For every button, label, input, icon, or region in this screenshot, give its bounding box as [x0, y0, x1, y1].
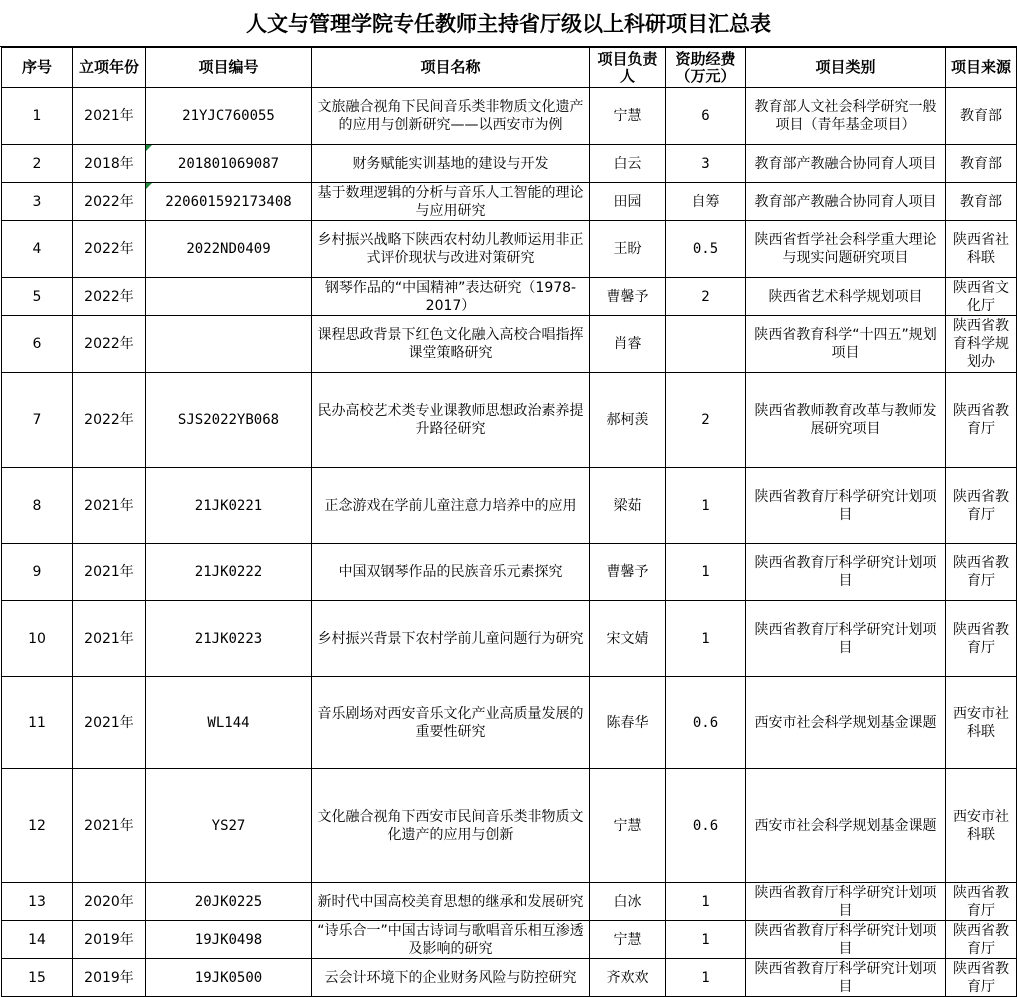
cell-fund[interactable]	[666, 278, 746, 316]
cell-source-text: 陕西省教育厅	[953, 884, 1009, 919]
cell-seq[interactable]	[2, 316, 73, 373]
cell-name-text: 乡村振兴战略下陕西农村幼儿教师运用非正式评价现状与改进对策研究	[317, 232, 584, 266]
cell-seq[interactable]	[2, 468, 73, 544]
cell-fund-text: 3	[701, 155, 710, 172]
cell-seq[interactable]	[2, 959, 73, 997]
cell-category[interactable]	[746, 769, 946, 883]
cell-fund[interactable]	[666, 183, 746, 221]
cell-leader-text: 白冰	[613, 893, 642, 910]
cell-year[interactable]	[73, 959, 146, 997]
cell-category[interactable]	[746, 145, 946, 183]
cell-category[interactable]	[746, 278, 946, 316]
comment-indicator-icon	[146, 145, 152, 151]
cell-code-text: 2022ND0409	[186, 241, 271, 257]
table-row	[2, 601, 1017, 677]
cell-fund[interactable]	[666, 769, 746, 883]
cell-name-text: “诗乐合一”中国古诗词与歌唱音乐相互渗透及影响的研究	[317, 922, 584, 957]
cell-category[interactable]	[746, 883, 946, 921]
cell-seq-text: 8	[32, 497, 42, 514]
cell-year[interactable]	[73, 221, 146, 278]
cell-category-text: 陕西省教育厅科学研究计划项目	[754, 621, 937, 656]
cell-fund-text: 1	[701, 969, 710, 986]
cell-category-text: 陕西省教育厅科学研究计划项目	[754, 922, 937, 957]
cell-seq-text: 6	[32, 336, 42, 352]
cell-fund[interactable]	[666, 544, 746, 601]
cell-source[interactable]	[946, 544, 1017, 601]
cell-leader[interactable]	[590, 316, 666, 373]
cell-source[interactable]	[946, 88, 1017, 145]
cell-source[interactable]	[946, 278, 1017, 316]
cell-code[interactable]	[146, 221, 312, 278]
cell-fund-text: 1	[701, 931, 710, 948]
cell-year-text: 2021年	[84, 817, 134, 834]
cell-source[interactable]	[946, 677, 1017, 769]
cell-fund-text: 0.6	[692, 714, 719, 731]
cell-leader[interactable]	[590, 769, 666, 883]
cell-leader[interactable]	[590, 468, 666, 544]
cell-seq[interactable]	[2, 183, 73, 221]
cell-code[interactable]	[146, 373, 312, 468]
header-row	[2, 48, 1017, 88]
cell-name[interactable]	[312, 601, 590, 677]
cell-year[interactable]	[73, 145, 146, 183]
cell-name-text: 文旅融合视角下民间音乐类非物质文化遗产的应用与创新研究——以西安市为例	[317, 99, 584, 133]
cell-seq[interactable]	[2, 278, 73, 316]
cell-name[interactable]	[312, 373, 590, 468]
header-leader: 项目负责人	[590, 48, 666, 88]
cell-source-text: 陕西省教育厅	[953, 555, 1009, 589]
cell-source-text: 西安市社科联	[953, 705, 1009, 740]
cell-name-text: 乡村振兴背景下农村学前儿童问题行为研究	[317, 630, 584, 647]
cell-category-text: 陕西省教育厅科学研究计划项目	[754, 488, 937, 523]
cell-seq-text: 7	[32, 412, 42, 428]
cell-code[interactable]	[146, 183, 312, 221]
header-year: 立项年份	[73, 48, 146, 88]
table-row	[2, 316, 1017, 373]
table-row	[2, 959, 1017, 997]
cell-code-text: 21YJC760055	[182, 108, 275, 124]
cell-leader-text: 宁慧	[613, 817, 642, 834]
cell-source[interactable]	[946, 221, 1017, 278]
cell-source[interactable]	[946, 883, 1017, 921]
cell-name-text: 民办高校艺术类专业课教师思想政治素养提升路径研究	[317, 403, 584, 437]
cell-source-text: 教育部	[960, 155, 1002, 172]
cell-source-text: 教育部	[960, 193, 1002, 210]
cell-fund-text: 2	[701, 288, 710, 305]
cell-category-text: 西安市社会科学规划基金课题	[754, 817, 937, 834]
cell-name-text: 钢琴作品的“中国精神”表达研究（1978-2017）	[324, 279, 577, 314]
cell-category-text: 教育部产教融合协同育人项目	[754, 155, 937, 172]
table-row	[2, 677, 1017, 769]
cell-category-text: 西安市社会科学规划基金课题	[754, 714, 937, 731]
cell-name-text: 中国双钢琴作品的民族音乐元素探究	[338, 564, 563, 580]
cell-fund[interactable]	[666, 959, 746, 997]
cell-leader[interactable]	[590, 88, 666, 145]
cell-name[interactable]	[312, 883, 590, 921]
cell-source-text: 西安市社科联	[953, 808, 1009, 843]
header-category: 项目类别	[746, 48, 946, 88]
cell-leader-text: 齐欢欢	[606, 969, 649, 986]
cell-leader-text: 白云	[613, 155, 642, 172]
cell-year-text: 2022年	[84, 241, 134, 257]
cell-category-text: 陕西省艺术科学规划项目	[768, 288, 923, 305]
cell-code[interactable]	[146, 921, 312, 959]
cell-fund-text: 2	[701, 412, 710, 428]
cell-code-text: 20JK0225	[194, 893, 263, 910]
cell-fund[interactable]	[666, 883, 746, 921]
cell-leader[interactable]	[590, 677, 666, 769]
cell-source[interactable]	[946, 316, 1017, 373]
cell-seq-text: 1	[32, 108, 42, 124]
cell-year-text: 2022年	[84, 412, 134, 428]
cell-code[interactable]	[146, 316, 312, 373]
cell-year-text: 2019年	[84, 969, 134, 986]
cell-seq-text: 11	[28, 714, 46, 731]
cell-category[interactable]	[746, 921, 946, 959]
cell-leader[interactable]	[590, 145, 666, 183]
cell-leader[interactable]	[590, 373, 666, 468]
cell-source[interactable]	[946, 959, 1017, 997]
cell-source[interactable]	[946, 468, 1017, 544]
cell-seq-text: 12	[28, 817, 46, 834]
cell-year[interactable]	[73, 316, 146, 373]
cell-leader[interactable]	[590, 601, 666, 677]
cell-fund-text: 0.5	[692, 241, 719, 257]
cell-code[interactable]	[146, 468, 312, 544]
cell-name[interactable]	[312, 544, 590, 601]
table-row	[2, 183, 1017, 221]
cell-fund-text: 0.6	[692, 817, 719, 834]
cell-year[interactable]	[73, 883, 146, 921]
cell-name[interactable]	[312, 959, 590, 997]
cell-seq[interactable]	[2, 677, 73, 769]
cell-leader-text: 王盼	[613, 241, 642, 257]
cell-name[interactable]	[312, 183, 590, 221]
cell-name[interactable]	[312, 677, 590, 769]
table-body	[2, 88, 1017, 997]
cell-code-text: 21JK0223	[194, 630, 263, 647]
cell-category[interactable]	[746, 316, 946, 373]
cell-leader[interactable]	[590, 921, 666, 959]
cell-leader-text: 梁茹	[613, 497, 642, 514]
cell-source[interactable]	[946, 601, 1017, 677]
cell-seq[interactable]	[2, 544, 73, 601]
cell-code-text: SJS2022YB068	[177, 412, 280, 428]
cell-fund-text: 1	[701, 630, 710, 647]
header-source: 项目来源	[946, 48, 1017, 88]
cell-name[interactable]	[312, 88, 590, 145]
cell-year[interactable]	[73, 544, 146, 601]
cell-source[interactable]	[946, 921, 1017, 959]
cell-leader[interactable]	[590, 278, 666, 316]
cell-code-text: YS27	[211, 817, 246, 834]
cell-leader-text: 宁慧	[613, 931, 642, 948]
cell-source[interactable]	[946, 145, 1017, 183]
cell-name[interactable]	[312, 316, 590, 373]
cell-leader[interactable]	[590, 544, 666, 601]
cell-category-text: 陕西省教育厅科学研究计划项目	[754, 555, 937, 589]
cell-name[interactable]	[312, 145, 590, 183]
cell-code[interactable]	[146, 544, 312, 601]
cell-year-text: 2022年	[84, 193, 134, 210]
cell-name-text: 正念游戏在学前儿童注意力培养中的应用	[324, 497, 577, 514]
cell-fund[interactable]	[666, 601, 746, 677]
cell-code[interactable]	[146, 145, 312, 183]
cell-year-text: 2022年	[84, 288, 134, 305]
cell-fund[interactable]	[666, 921, 746, 959]
cell-seq-text: 3	[32, 193, 42, 210]
cell-code[interactable]	[146, 959, 312, 997]
table-row	[2, 221, 1017, 278]
cell-year-text: 2021年	[84, 497, 134, 514]
cell-year-text: 2018年	[84, 155, 134, 172]
cell-leader-text: 曹馨予	[606, 288, 649, 305]
header-fund: 资助经费（万元）	[666, 48, 746, 88]
cell-name-text: 云会计环境下的企业财务风险与防控研究	[324, 969, 577, 986]
cell-year[interactable]	[73, 921, 146, 959]
table-row	[2, 88, 1017, 145]
cell-seq[interactable]	[2, 145, 73, 183]
cell-category[interactable]	[746, 88, 946, 145]
cell-leader-text: 宋文婧	[606, 630, 649, 647]
cell-year-text: 2021年	[84, 630, 134, 647]
table-row	[2, 883, 1017, 921]
cell-seq[interactable]	[2, 921, 73, 959]
cell-source-text: 陕西省教育厅	[953, 621, 1009, 656]
cell-year-text: 2021年	[84, 714, 134, 731]
cell-code[interactable]	[146, 601, 312, 677]
cell-fund-text: 自筹	[691, 193, 720, 210]
cell-seq[interactable]	[2, 373, 73, 468]
cell-fund[interactable]	[666, 88, 746, 145]
cell-code[interactable]	[146, 278, 312, 316]
table-row	[2, 278, 1017, 316]
cell-fund[interactable]	[666, 468, 746, 544]
cell-name[interactable]	[312, 921, 590, 959]
cell-code[interactable]	[146, 883, 312, 921]
cell-leader-text: 宁慧	[613, 108, 642, 124]
cell-code[interactable]	[146, 677, 312, 769]
cell-fund[interactable]	[666, 316, 746, 373]
cell-seq[interactable]	[2, 883, 73, 921]
cell-category-text: 教育部产教融合协同育人项目	[754, 193, 937, 210]
cell-leader-text: 田园	[613, 193, 642, 210]
cell-source-text: 陕西省教育科学规划办	[953, 318, 1009, 370]
cell-seq[interactable]	[2, 221, 73, 278]
table-row	[2, 373, 1017, 468]
cell-name-text: 新时代中国高校美育思想的继承和发展研究	[317, 893, 584, 910]
cell-name[interactable]	[312, 278, 590, 316]
cell-category-text: 陕西省哲学社会科学重大理论与现实问题研究项目	[754, 232, 937, 266]
cell-source-text: 陕西省教育厅	[953, 403, 1009, 437]
cell-seq-text: 13	[28, 893, 46, 910]
cell-year-text: 2021年	[84, 108, 134, 124]
cell-leader[interactable]	[590, 883, 666, 921]
cell-source-text: 陕西省社科联	[953, 232, 1009, 266]
cell-source-text: 陕西省教育厅	[953, 922, 1009, 957]
cell-leader[interactable]	[590, 959, 666, 997]
cell-leader-text: 郝柯羡	[606, 412, 649, 428]
header-seq: 序号	[2, 48, 73, 88]
cell-year[interactable]	[73, 677, 146, 769]
cell-leader[interactable]	[590, 221, 666, 278]
cell-fund-text: 1	[701, 497, 710, 514]
project-table	[1, 47, 1017, 997]
cell-year[interactable]	[73, 373, 146, 468]
cell-seq-text: 4	[32, 241, 42, 257]
cell-leader-text: 陈春华	[606, 714, 649, 731]
cell-name[interactable]	[312, 468, 590, 544]
cell-category-text: 教育部人文社会科学研究一般项目（青年基金项目）	[754, 99, 937, 133]
cell-fund-text: 1	[701, 893, 710, 910]
cell-year-text: 2021年	[84, 564, 134, 580]
cell-code-text: 19JK0500	[194, 969, 263, 986]
cell-seq[interactable]	[2, 769, 73, 883]
table-row	[2, 769, 1017, 883]
cell-seq[interactable]	[2, 601, 73, 677]
cell-leader-text: 肖睿	[613, 336, 642, 352]
cell-fund[interactable]	[666, 677, 746, 769]
cell-fund-text: 1	[701, 564, 710, 580]
cell-seq-text: 2	[32, 155, 42, 172]
header-name: 项目名称	[312, 48, 590, 88]
cell-seq-text: 10	[28, 630, 46, 647]
cell-code-text: WL144	[207, 714, 250, 731]
cell-name[interactable]	[312, 769, 590, 883]
cell-leader[interactable]	[590, 183, 666, 221]
cell-source-text: 教育部	[960, 108, 1002, 124]
header-code: 项目编号	[146, 48, 312, 88]
cell-name-text: 财务赋能实训基地的建设与开发	[352, 155, 549, 172]
cell-fund[interactable]	[666, 145, 746, 183]
cell-seq[interactable]	[2, 88, 73, 145]
table-row	[2, 145, 1017, 183]
cell-source-text: 陕西省文化厅	[953, 279, 1009, 314]
cell-code[interactable]	[146, 88, 312, 145]
cell-year-text: 2019年	[84, 931, 134, 948]
cell-source[interactable]	[946, 373, 1017, 468]
cell-category[interactable]	[746, 601, 946, 677]
cell-code-text: 19JK0498	[194, 931, 263, 948]
cell-name-text: 音乐剧场对西安音乐文化产业高质量发展的重要性研究	[317, 705, 584, 740]
table-row	[2, 544, 1017, 601]
cell-code[interactable]	[146, 769, 312, 883]
cell-seq-text: 5	[32, 288, 42, 305]
cell-source[interactable]	[946, 769, 1017, 883]
cell-seq-text: 15	[28, 969, 46, 986]
cell-code-text: 201801069087	[177, 155, 280, 172]
cell-year-text: 2020年	[84, 893, 134, 910]
table-row	[2, 921, 1017, 959]
cell-source[interactable]	[946, 183, 1017, 221]
cell-name[interactable]	[312, 221, 590, 278]
table-row	[2, 468, 1017, 544]
comment-indicator-icon	[146, 183, 152, 189]
cell-category[interactable]	[746, 183, 946, 221]
cell-category[interactable]	[746, 677, 946, 769]
cell-year[interactable]	[73, 183, 146, 221]
cell-year[interactable]	[73, 601, 146, 677]
cell-category-text: 陕西省教师教育改革与教师发展研究项目	[754, 403, 937, 437]
cell-source-text: 陕西省教育厅	[953, 960, 1009, 995]
cell-name-text: 基于数理逻辑的分析与音乐人工智能的理论与应用研究	[317, 184, 584, 219]
cell-name-text: 文化融合视角下西安市民间音乐类非物质文化遗产的应用与创新	[317, 808, 584, 843]
cell-source-text: 陕西省教育厅	[953, 488, 1009, 523]
cell-name-text: 课程思政背景下红色文化融入高校合唱指挥课堂策略研究	[317, 327, 584, 361]
cell-code-text: 21JK0222	[194, 564, 263, 580]
cell-year[interactable]	[73, 278, 146, 316]
cell-category[interactable]	[746, 221, 946, 278]
cell-category[interactable]	[746, 544, 946, 601]
cell-category[interactable]	[746, 468, 946, 544]
sheet-title: 人文与管理学院专任教师主持省厅级以上科研项目汇总表	[0, 0, 1017, 47]
cell-seq-text: 14	[28, 931, 46, 948]
cell-category[interactable]	[746, 959, 946, 997]
cell-year[interactable]	[73, 88, 146, 145]
cell-code-text: 220601592173408	[165, 193, 292, 210]
cell-seq-text: 9	[32, 564, 42, 580]
cell-category[interactable]	[746, 373, 946, 468]
cell-fund[interactable]	[666, 373, 746, 468]
cell-fund-text: 6	[701, 108, 710, 124]
cell-year[interactable]	[73, 769, 146, 883]
cell-category-text: 陕西省教育厅科学研究计划项目	[754, 884, 937, 919]
cell-code-text: 21JK0221	[194, 497, 263, 514]
cell-year[interactable]	[73, 468, 146, 544]
cell-fund[interactable]	[666, 221, 746, 278]
cell-leader-text: 曹馨予	[606, 564, 649, 580]
cell-year-text: 2022年	[84, 336, 134, 352]
cell-category-text: 陕西省教育科学“十四五”规划项目	[754, 327, 937, 361]
cell-category-text: 陕西省教育厅科学研究计划项目	[754, 960, 937, 995]
